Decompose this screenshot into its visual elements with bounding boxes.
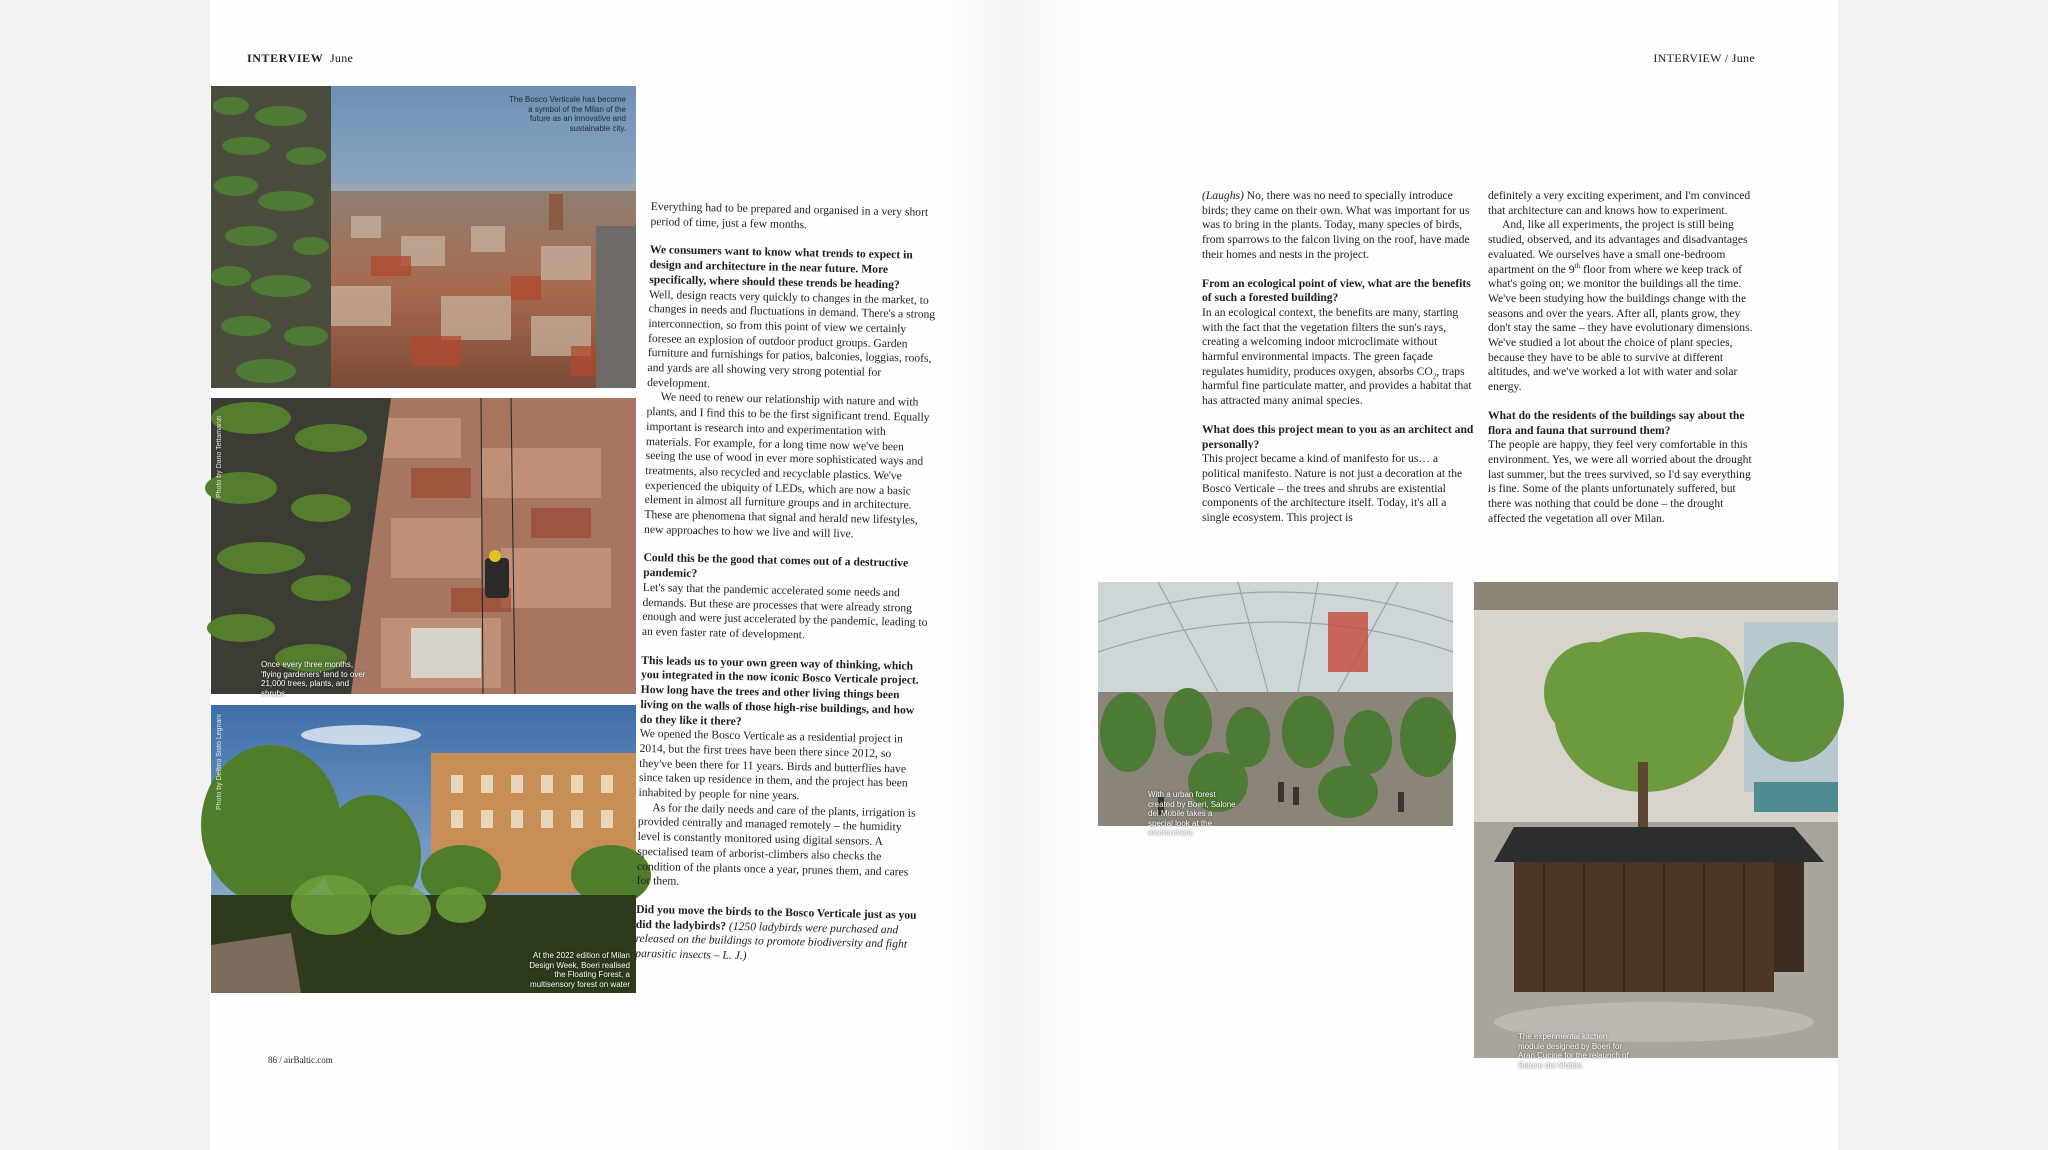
photo-fair-forest	[1098, 582, 1453, 837]
photo-climber-facade	[211, 398, 636, 698]
right-column-2	[1488, 189, 1756, 526]
right-a-ecology	[1202, 306, 1474, 409]
right-p-study	[1488, 218, 1756, 394]
caption-fair: With a urban forest created by Boeri, Salone del Mobile takes a special look at the environment.	[1148, 790, 1236, 837]
left-a-nature: We need to renew our relationship with nature and with plants, and I find this to be the first significant trend. Equally important is research into and experimentation with materials. For example, for a long time now we've been seeing the use of wood in ever more sophisticated ways and treatments, also recycled and recyclable plastics. We've experienced the ubiquity of LEDs, which are now a basic element in almost all furniture groups and in architecture. These are phenomena that signal and herald new lifestyles, new approaches to how we live and will live.	[643, 390, 930, 541]
page-gutter	[945, 0, 1095, 1150]
right-p-study-1: And, like all experiments, the project is still being studied, observed, and its advantages and disadvantages evaluated. We ourselves have a small one-bedroom apartment on the 9	[1488, 218, 1748, 276]
left-q-pandemic: Could this be the good that comes out of a destructive pandemic?	[643, 551, 909, 581]
left-a-care: As for the daily needs and care of the plants, irrigation is provided centrally and managed remotely – the humidity level is constantly monitored using digital sensors. A specialised team of arborist-climbers also checks the condition of the plants once a year, prunes them, and cares for them.	[636, 800, 916, 888]
left-a-pandemic: Let's say that the pandemic accelerated some needs and demands. But these are processes that were already strong enough and were just accelerated by the pandemic, leading to an even faster rate of development.	[641, 580, 928, 642]
left-article	[635, 200, 938, 968]
right-p-laughs	[1202, 189, 1474, 263]
header-right: INTERVIEW / June	[1653, 51, 1755, 65]
right-laughs: (Laughs)	[1202, 189, 1244, 202]
right-p-study-2: floor from where we keep track of what's going on; we monitor the buildings all the time. We've been studying how the buildings change with the seasons and over the years. After all, plants grow, they don't stay the same – they have evolutionary dimensions. We've studied a lot about the choice of plant species, because they have to be able to survive at different altitudes, and we've worked a lot with water and solar energy.	[1488, 262, 1753, 394]
right-q-meaning: What does this project mean to you as an architect and personally?	[1202, 422, 1474, 451]
ordinal-superscript: th	[1574, 261, 1581, 270]
photo-tower-cityscape	[211, 86, 636, 388]
right-p1: No, there was no need to specially introduce birds; they came on their own. What was important for us was to bring in the plants. Today, many species of birds, from sparrows to the falcon living on the roof, have made their homes and nests in the project.	[1202, 189, 1470, 261]
left-p-intro: Everything had to be prepared and organised in a very short period of time, just a few months.	[650, 200, 929, 231]
header-left	[247, 51, 353, 66]
header-section: INTERVIEW	[247, 51, 324, 65]
left-q-bosco: This leads us to your own green way of thinking, which you integrated in the now iconic Bosco Verticale project. How long have the trees and other living things been living on the walls of those high-rise buildings, and how do they like it there?	[639, 653, 919, 728]
right-q-ecology: From an ecological point of view, what are the benefits of such a forested building?	[1202, 276, 1471, 305]
credit-climber: Photo by Dario Tettamanzi	[216, 416, 223, 498]
right-p-experiment: definitely a very exciting experiment, and I'm convinced that architecture can and knows how to experiment.	[1488, 189, 1751, 217]
right-a-residents: The people are happy, they feel very comfortable in this environment. Yes, we were all worried about the drought last summer, but the trees survived, so I'd say everything is fine. Some of the plants unfortunately suffered, but there was nothing that could be done – the drought affected the vegetation all over Milan.	[1488, 438, 1752, 525]
page-footer: 86 / airBaltic.com	[268, 1055, 333, 1065]
left-q-trends: We consumers want to know what trends to expect in design and architecture in the near future. More specifically, where should these trends be heading?	[649, 243, 913, 292]
caption-climber: Once every three months, 'flying gardeners' tend to over 21,000 trees, plants, and shrubs	[261, 660, 366, 698]
photo-floating-forest	[211, 705, 636, 993]
caption-kitchen: The experimental kitchen module designed by Boeri for Aran Cucine for the relaunch of Salone del Mobile.	[1518, 1032, 1629, 1070]
right-q-residents: What do the residents of the buildings say about the flora and fauna that surround them?	[1488, 408, 1745, 437]
right-column-1	[1202, 189, 1474, 526]
left-a-trends: Well, design reacts very quickly to changes in the market, to changes in needs and fluctuations in demand. There's a strong interconnection, so from this point of view we certainly foresee an explosion of outdoor product groups. Garden furniture and furnishings for patios, balconies, loggias, roofs, and yards are all showing very strong potential for development.	[647, 287, 936, 391]
left-q-birds	[635, 903, 923, 968]
left-q-birds-note: (1250 ladybirds were purchased and released on the buildings to promote biodiversity and fight parasitic insects – L. J.)	[635, 919, 908, 963]
co2-subscript: 2	[1432, 372, 1437, 381]
caption-tower: The Bosco Verticale has become a symbol of the Milan of the future as an innovative and sustainable city.	[509, 95, 626, 133]
left-a-bosco: We opened the Bosco Verticale as a residential project in 2014, but the first trees have been there since 2012, so they've been there for 11 years. Birds and butterflies have since taken up residence in them, and the project has been inhabited by people for nine years.	[638, 727, 908, 803]
caption-forest: At the 2022 edition of Milan Design Week, Boeri realised the Floating Forest, a multisensory forest on water	[529, 951, 630, 989]
left-q-birds-text: Did you move the birds to the Bosco Verticale just as you did the ladybirds?	[635, 902, 917, 933]
right-a-meaning: This project became a kind of manifesto for us… a political manifesto. Nature is not just a decoration at the Bosco Verticale – the trees and shrubs are existential components of the architecture itself. Today, it's all a single ecosystem. This project is	[1202, 452, 1463, 525]
header-month: June	[329, 51, 354, 65]
photo-kitchen-module	[1474, 582, 1838, 1070]
right-a-ecology-1: In an ecological context, the benefits are many, starting with the fact that the vegetation filters the sun's rays, creating a welcoming indoor microclimate without harmful environmental impacts. The green façade regulates humidity, produces oxygen, absorbs CO	[1202, 305, 1459, 378]
credit-forest: Photo by Delfino Sisto Legnani	[216, 714, 223, 810]
right-a-ecology-2: , traps harmful fine particulate matter, and provides a habitat that has attracted many animal species.	[1202, 364, 1472, 408]
